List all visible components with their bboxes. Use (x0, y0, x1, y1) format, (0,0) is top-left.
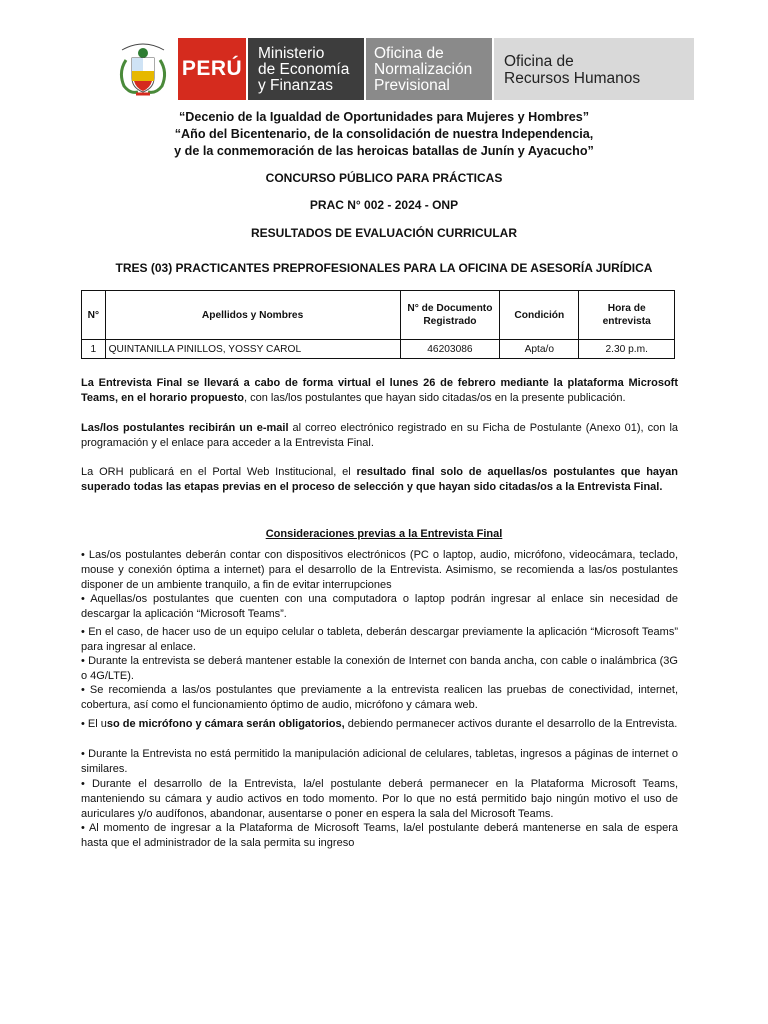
peru-label: PERÚ (181, 57, 243, 80)
consideration-item: • Durante la Entrevista no está permitido la manipulación adicional de celulares, tabletas, ingresos a páginas de internet o similares. (81, 748, 678, 775)
col-header-name: Apellidos y Nombres (105, 291, 400, 340)
cell-interview-time: 2.30 p.m. (579, 340, 675, 359)
cell-name: QUINTANILLA PINILLOS, YOSSY CAROL (105, 340, 400, 359)
paragraph-publication-info (81, 465, 678, 495)
paragraph-interview-bold: La Entrevista Final se llevará a cabo de forma virtual el lunes 26 de febrero mediante la plataforma Microsoft Teams, en el horario propuesto (81, 377, 678, 404)
onp-line-2: Normalización (374, 61, 473, 78)
paragraph-email-rest: al correo electrónico registrado en su Ficha de Postulante (Anexo 01), con la programación y el enlace para acceder a la Entrevista Final. (81, 422, 679, 449)
results-table (81, 290, 675, 359)
consideration-item (81, 717, 678, 732)
cell-document: 46203086 (400, 340, 500, 359)
col-header-interview-time: Hora de entrevista (579, 291, 675, 340)
onp-line-3: Previsional (374, 77, 450, 94)
onp-line-1: Oficina de (374, 45, 444, 62)
title-plazas: TRES (03) PRACTICANTES PREPROFESIONALES PARA LA OFICINA DE ASESORÍA JURÍDICA (115, 261, 653, 275)
consideration-item: • Aquellas/os postulantes que cuenten con una computadora o laptop podrán ingresar al enlace sin necesidad de descargar la aplicación “Microsoft Teams”. (81, 593, 678, 620)
ministry-line-3: y Finanzas (258, 77, 333, 94)
table-row (82, 340, 675, 359)
peru-brand-block (178, 38, 246, 100)
decenio-line-2: “Año del Bicentenario, de la consolidación de nuestra Independencia, (174, 127, 594, 141)
table-header-row (82, 291, 675, 340)
consideration-b6-bold: so de micrófono y cámara serán obligatorios, (106, 718, 345, 730)
orh-block (494, 38, 694, 100)
cell-condition: Apta/o (500, 340, 579, 359)
ministry-line-1: Ministerio (258, 45, 325, 62)
peru-coat-of-arms-icon (108, 38, 178, 100)
onp-block (366, 38, 492, 100)
title-concurso: CONCURSO PÚBLICO PARA PRÁCTICAS (265, 171, 503, 185)
consideration-item: • Las/os postulantes deberán contar con dispositivos electrónicos (PC o laptop, audio, micrófono, videocámara, teclado, mouse y conexión óptima a internet) para el desarrollo de la Entrevista. Asimismo, se recomienda a las/os postulantes disponer de un ambiente tranquilo, a fin de evitar interrupciones (81, 549, 678, 591)
paragraph-interview-info (81, 376, 678, 406)
ministry-block (248, 38, 364, 100)
col-header-number: N° (82, 291, 106, 340)
title-resultados: RESULTADOS DE EVALUACIÓN CURRICULAR (251, 226, 517, 240)
consideration-b6-start: • El u (81, 718, 107, 730)
consideration-item: • Durante la entrevista se deberá mantener estable la conexión de Internet con banda ancha, con cable o inalámbrica (3G o 4G/LTE). (81, 655, 678, 682)
consideration-item: • Durante el desarrollo de la Entrevista, la/el postulante deberá permanecer en la Plataforma Microsoft Teams, manteniendo su cámara y audio activos en todo momento. Por lo que no está permitido bajo ningún motivo el uso de auriculares y/o audífonos, abandonar, ausentarse o poner en espera la sala del Microsoft Teams. (81, 778, 678, 820)
title-prac: PRAC N° 002 - 2024 - ONP (309, 198, 459, 212)
cell-number: 1 (82, 340, 106, 359)
consideration-item: • En el caso, de hacer uso de un equipo celular o tableta, deberán descargar previamente la aplicación “Microsoft Teams” para ingresar al enlace. (81, 626, 678, 653)
considerations-heading: Consideraciones previas a la Entrevista Final (265, 528, 503, 540)
paragraph-email-bold: Las/los postulantes recibirán un e-mail (81, 422, 289, 434)
decenio-block (0, 109, 768, 160)
consideration-item: • Al momento de ingresar a la Plataforma de Microsoft Teams, la/el postulante deberá mantenerse en sala de espera hasta que el administrador de la sala permita su ingreso (81, 822, 678, 849)
paragraph-email-info (81, 421, 678, 451)
col-header-document: N° de Documento Registrado (400, 291, 500, 340)
col-header-condition: Condición (500, 291, 579, 340)
decenio-line-3: y de la conmemoración de las heroicas batallas de Junín y Ayacucho” (174, 144, 594, 158)
decenio-line-1: “Decenio de la Igualdad de Oportunidades para Mujeres y Hombres” (178, 110, 590, 124)
paragraph-interview-rest: , con las/los postulantes que hayan sido citadas/os en la presente publicación. (244, 392, 626, 404)
orh-line-1: Oficina de (504, 53, 574, 70)
ministry-line-2: de Economía (258, 61, 350, 78)
consideration-b6-rest: debiendo permanecer activos durante el desarrollo de la Entrevista. (344, 718, 678, 730)
paragraph-publication-start: La ORH publicará en el Portal Web Institucional, el (81, 466, 357, 478)
institutional-header (108, 38, 694, 100)
consideration-item: • Se recomienda a las/os postulantes que previamente a la entrevista realicen las pruebas de conectividad, internet, cobertura, así como el funcionamiento óptimo de audio, micrófono y cámara web. (81, 684, 678, 711)
paragraph-publication-bold: resultado final solo de aquellas/os postulantes que hayan superado todas las etapas previas en el proceso de selección y que hayan sido citadas/os a la Entrevista Final. (81, 466, 678, 493)
orh-line-2: Recursos Humanos (504, 70, 641, 87)
